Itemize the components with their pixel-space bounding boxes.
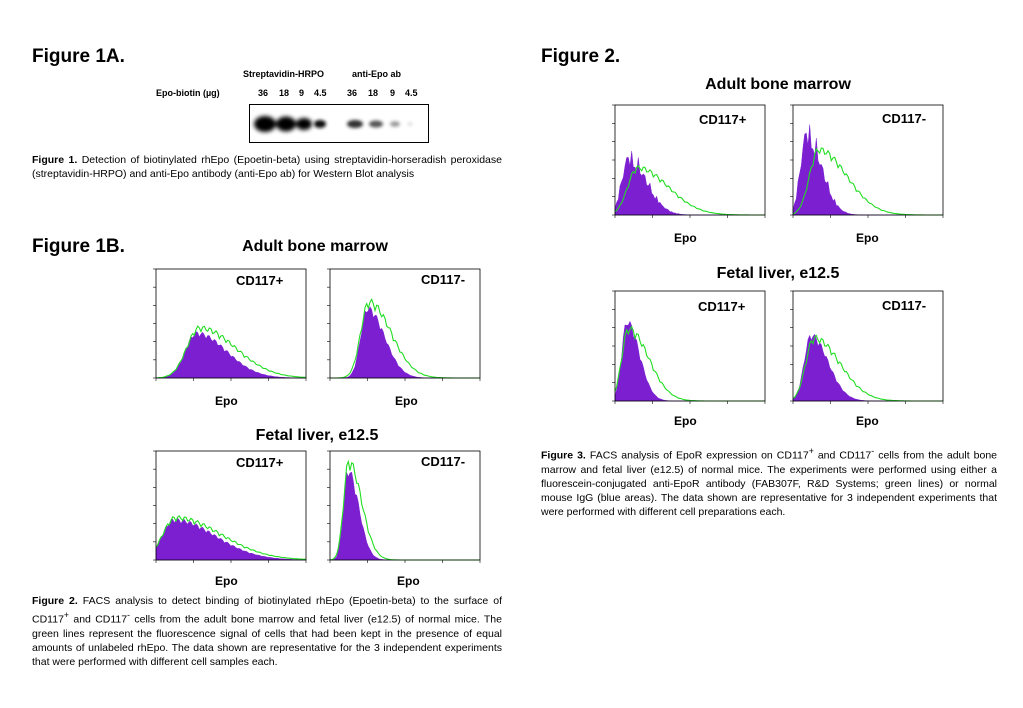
blot-band [369,121,383,128]
caption-lead: Figure 3. [541,449,586,462]
caption-text: Detection of biotinylated rhEpo (Epoetin-beta) using streptavidin-horseradish peroxidase (streptavidin-HRPO) and anti-Epo antibody (anti-Epo ab) for Western Blot analysis [32,154,502,180]
blot-header-anti-epo: anti-Epo ab [352,69,401,79]
blot-band [347,120,363,128]
blot-band [314,120,326,128]
caption-text: FACS analysis to detect binding of biotinylated rhEpo (Epoetin-beta) to the surface of CD117 [32,595,502,626]
panel-label-cd117-neg: CD117- [882,298,927,313]
panel-label-cd117-pos: CD117+ [236,273,284,288]
superscript: - [871,446,875,456]
lane-label: 36 [347,88,358,98]
histogram-green-line [330,299,480,378]
facs-histogram [146,265,310,386]
caption-lead: Figure 2. [32,595,78,607]
superscript: - [127,610,131,620]
figure-1a-title: Figure 1A. [32,46,125,67]
panel-label-cd117-pos: CD117+ [698,299,746,314]
section-title-fetal-liver: Fetal liver, e12.5 [255,427,379,444]
histogram-fill-area [156,332,306,379]
caption-text: and CD117 [813,449,872,462]
figure-1-caption [32,153,502,181]
x-axis-label: Epo [395,394,418,408]
x-axis-label: Epo [215,394,238,408]
caption-text: and CD117 [69,613,128,626]
x-axis-label: Epo [674,231,697,245]
lane-label: 9 [299,88,305,98]
x-axis-label: Epo [674,414,697,428]
superscript: + [808,446,814,456]
figure-2-caption [32,594,502,669]
figure-3-caption [541,444,997,519]
x-axis-label: Epo [397,574,420,588]
x-axis-label: Epo [215,574,238,588]
section-title-bone-marrow: Adult bone marrow [705,76,851,93]
lane-label: 18 [368,88,379,98]
blot-band [276,117,296,132]
figure-2-title: Figure 2. [541,46,621,67]
lane-label: 9 [390,88,396,98]
caption-lead: Figure 1. [32,154,78,166]
blot-band [296,118,312,130]
blot-band [390,121,400,127]
lane-label: 4.5 [405,88,418,98]
superscript: + [63,610,70,620]
lane-label: 36 [258,88,269,98]
blot-row-label: Epo-biotin (µg) [156,88,220,98]
histogram-fill-area [156,518,306,560]
lane-label: 18 [279,88,290,98]
lane-label: 4.5 [314,88,327,98]
x-axis-label: Epo [856,231,879,245]
section-title-bone-marrow: Adult bone marrow [242,238,388,255]
western-blot-image [249,104,429,143]
section-title-fetal-liver: Fetal liver, e12.5 [716,265,840,282]
blot-band [254,116,276,132]
caption-text: FACS analysis of EpoR expression on CD117 [589,449,809,462]
histogram-fill-area [330,472,480,560]
panel-label-cd117-neg: CD117- [421,454,466,469]
panel-label-cd117-neg: CD117- [421,272,466,287]
facs-histogram [146,447,310,568]
panel-label-cd117-pos: CD117+ [699,112,747,127]
histogram-fill-area [793,334,943,401]
blot-band [408,123,412,126]
histogram-fill-area [615,321,765,401]
panel-label-cd117-neg: CD117- [882,111,927,126]
x-axis-label: Epo [856,414,879,428]
panel-label-cd117-pos: CD117+ [236,455,284,470]
blot-header-streptavidin: Streptavidin-HRPO [243,69,325,79]
figure-1b-title: Figure 1B. [32,236,125,257]
caption-text: cells from the adult bone marrow and fetal liver (e12.5) of normal mice. The experiments were performed using either a fluorescein-conjugated anti-EpoR antibody (FAB307F, R&D Systems; green lines) or normal mouse IgG (blue areas). The data shown are representative for 3 independent experiments that were performed with different cell preparations each. [541,449,997,518]
caption-text: cells from the adult bone marrow and fetal liver (e12.5) of normal mice. The green lines represent the fluorescence signal of cells that had been kept in the presence of equal amounts of unlabeled rhEpo. The data shown are representative for the 3 independent experiments that were performed with different cell samples each. [32,613,502,668]
